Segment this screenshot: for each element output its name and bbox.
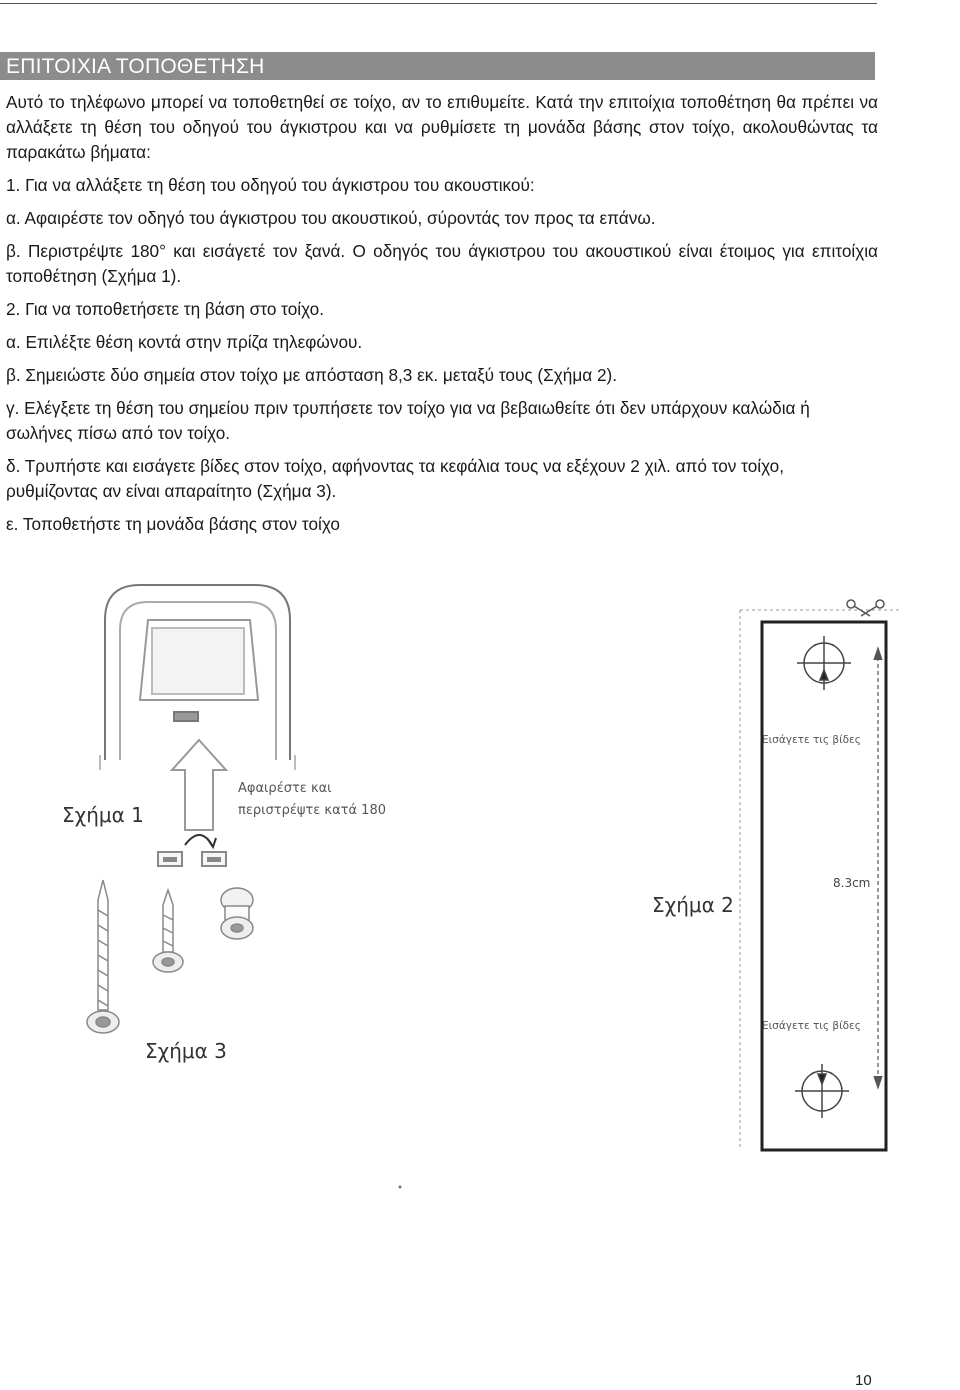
wall-anchor-icon bbox=[221, 888, 253, 939]
step-1b: β. Περιστρέψτε 180° και εισάγετέ τον ξανά. Ο οδηγός του άγκιστρου του ακουστικού είναι έτοιμος για επιτοίχια τοποθέτηση (Σχήμα 1). bbox=[6, 241, 878, 286]
step-2c: γ. Ελέγξετε τη θέση του σημείου πριν τρυπήσετε τον τοίχο για να βεβαιωθείτε ότι δεν υπάρχουν καλώδια ή σωλήνες πίσω από τον τοίχο. bbox=[6, 398, 810, 443]
figure-3 bbox=[87, 880, 253, 1033]
step-2b: β. Σημειώστε δύο σημεία στον τοίχο με απόσταση 8,3 εκ. μεταξύ τους (Σχήμα 2). bbox=[6, 365, 618, 385]
section-heading: ΕΠΙΤΟΙΧΙΑ ΤΟΠΟΘΕΤΗΣΗ bbox=[6, 55, 265, 78]
figures-area bbox=[0, 560, 960, 1210]
fig1-caption-line1: Αφαιρέστε και bbox=[238, 781, 332, 796]
insert-screws-bottom-label: Εισάγετε τις βίδες bbox=[762, 1020, 861, 1032]
top-rule bbox=[0, 3, 877, 4]
instructions bbox=[6, 90, 878, 537]
distance-arrow bbox=[874, 648, 882, 1088]
hook-rotate-icon bbox=[158, 835, 226, 866]
step-2a: α. Επιλέξτε θέση κοντά στην πρίζα τηλεφώνου. bbox=[6, 332, 363, 352]
page-number: 10 bbox=[855, 1372, 872, 1389]
fig1-caption-line2: περιστρέψτε κατά 180 bbox=[238, 803, 386, 818]
figure-2 bbox=[740, 600, 902, 1150]
fig3-label: Σχήμα 3 bbox=[145, 1039, 227, 1063]
step-2: 2. Για να τοποθετήσετε τη βάση στο τοίχο. bbox=[6, 299, 324, 319]
step-2d: δ. Τρυπήστε και εισάγετε βίδες στον τοίχο, αφήνοντας τα κεφάλια τους να εξέχουν 2 χιλ. από τον τοίχο, ρυθμίζοντας αν είναι απαραίτητο (Σχήμα 3). bbox=[6, 456, 784, 501]
section-heading-bar bbox=[0, 52, 875, 80]
distance-label: 8.3cm bbox=[833, 876, 871, 890]
screw-icon bbox=[153, 890, 183, 972]
step-2e: ε. Τοποθετήστε τη μονάδα βάσης στον τοίχο bbox=[6, 514, 340, 534]
screw-icon bbox=[87, 880, 119, 1033]
step-1a: α. Αφαιρέστε τον οδηγό του άγκιστρου του ακουστικού, σύροντάς τον προς τα επάνω. bbox=[6, 208, 656, 228]
scissors-icon bbox=[847, 600, 884, 616]
crosshair-top-icon bbox=[797, 636, 851, 690]
step-1: 1. Για να αλλάξετε τη θέση του οδηγού του άγκιστρου του ακουστικού: bbox=[6, 175, 535, 195]
fig1-label: Σχήμα 1 bbox=[62, 803, 144, 827]
fig2-label: Σχήμα 2 bbox=[652, 893, 734, 917]
intro-paragraph: Αυτό το τηλέφωνο μπορεί να τοποθετηθεί σε τοίχο, αν το επιθυμείτε. Κατά την επιτοίχια τοποθέτηση θα πρέπει να αλλάξετε τη θέση του οδηγού του άγκιστρου και να ρυθμίσετε τη μονάδα βάσης στον τοίχο, ακολουθώντας τα παρακάτω βήματα: bbox=[6, 92, 878, 162]
crosshair-bottom-icon bbox=[795, 1064, 849, 1118]
insert-screws-top-label: Εισάγετε τις βίδες bbox=[762, 734, 861, 746]
up-arrow-icon bbox=[172, 740, 226, 830]
